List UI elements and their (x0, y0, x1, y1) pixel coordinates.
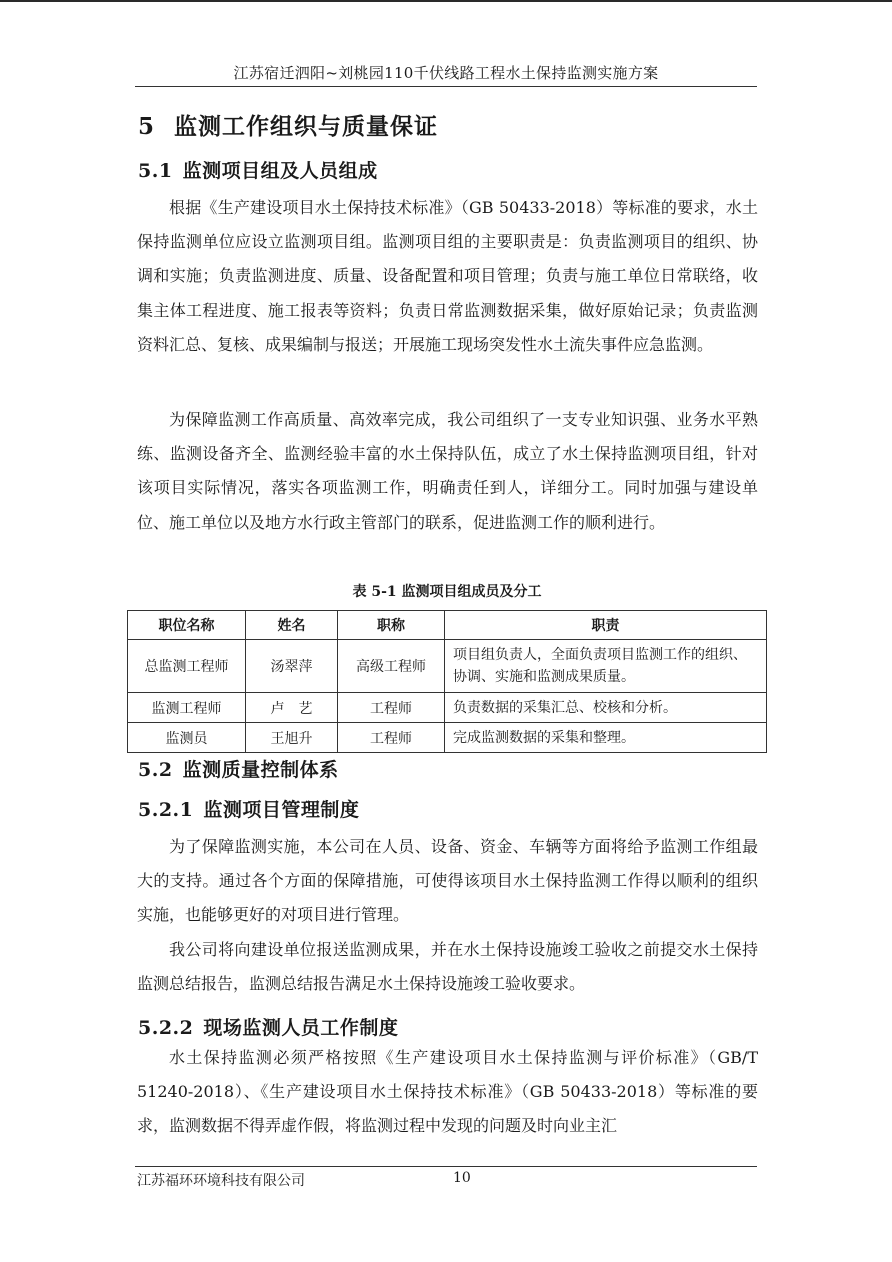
cell-duty: 项目组负责人，全面负责项目监测工作的组织、协调、实施和监测成果质量。 (445, 640, 767, 693)
section-5-1-heading (138, 156, 378, 183)
section-title: 监测工作组织与质量保证 (174, 113, 438, 140)
section-5-2-1-heading (138, 795, 359, 822)
table-row (128, 693, 767, 723)
column-header: 职责 (445, 611, 767, 640)
header-divider (135, 86, 757, 87)
section-title: 现场监测人员工作制度 (203, 1017, 399, 1039)
paragraph: 我公司将向建设单位报送监测成果，并在水土保持设施竣工验收之前提交水土保持监测总结报告，监测总结报告满足水土保持设施竣工验收要求。 (137, 940, 758, 994)
column-header: 职称 (338, 611, 445, 640)
section-title: 监测项目组及人员组成 (182, 160, 378, 182)
cell-name: 卢 艺 (246, 693, 338, 723)
cell-name: 汤翠萍 (246, 640, 338, 693)
section-number: 5.2 (138, 759, 173, 781)
cell-title: 高级工程师 (338, 640, 445, 693)
table-header-row (128, 611, 767, 640)
table-row (128, 723, 767, 753)
table-row (128, 640, 767, 693)
section-5-2-heading (138, 755, 339, 782)
cell-position: 监测工程师 (128, 693, 246, 723)
column-header: 姓名 (246, 611, 338, 640)
cell-position: 监测员 (128, 723, 246, 753)
section-5-heading (138, 108, 438, 141)
section-number: 5 (138, 113, 156, 140)
section-number: 5.1 (138, 160, 173, 182)
table-caption: 表 5-1 监测项目组成员及分工 (352, 584, 542, 600)
paragraph: 根据《生产建设项目水土保持技术标准》（GB 50433-2018）等标准的要求，水土保持监测单位应设立监测项目组。监测项目组的主要职责是：负责监测项目的组织、协调和实施；负责监测进度、质量、设备配置和项目管理；负责与施工单位日常联络，收集主体工程进度、施工报表等资料；负责日常监测数据采集，做好原始记录；负责监测资料汇总、复核、成果编制与报送；开展施工现场突发性水土流失事件应急监测。 (137, 198, 758, 354)
top-border (0, 0, 892, 2)
cell-duty: 负责数据的采集汇总、校核和分析。 (445, 693, 767, 723)
column-header: 职位名称 (128, 611, 246, 640)
section-number: 5.2.1 (138, 799, 194, 821)
cell-name: 王旭升 (246, 723, 338, 753)
page-header: 江苏宿迁泗阳~刘桃园110千伏线路工程水土保持监测实施方案 (233, 64, 659, 82)
cell-duty: 完成监测数据的采集和整理。 (445, 723, 767, 753)
staff-table (127, 610, 767, 753)
paragraph: 为了保障监测实施，本公司在人员、设备、资金、车辆等方面将给予监测工作组最大的支持。通过各个方面的保障措施，可使得该项目水土保持监测工作得以顺利的组织实施，也能够更好的对项目进行管理。 (137, 837, 758, 925)
section-number: 5.2.2 (138, 1017, 194, 1039)
cell-position: 总监测工程师 (128, 640, 246, 693)
cell-title: 工程师 (338, 723, 445, 753)
footer-company: 江苏福环环境科技有限公司 (137, 1173, 305, 1189)
section-title: 监测质量控制体系 (182, 759, 339, 781)
paragraph: 为保障监测工作高质量、高效率完成，我公司组织了一支专业知识强、业务水平熟练、监测设备齐全、监测经验丰富的水土保持队伍，成立了水土保持监测项目组，针对该项目实际情况，落实各项监测工作，明确责任到人，详细分工。同时加强与建设单位、施工单位以及地方水行政主管部门的联系，促进监测工作的顺利进行。 (137, 410, 758, 532)
section-title: 监测项目管理制度 (203, 799, 360, 821)
page-number: 10 (453, 1170, 471, 1186)
cell-title: 工程师 (338, 693, 445, 723)
paragraph: 水土保持监测必须严格按照《生产建设项目水土保持监测与评价标准》（GB/T 51240-2018）、《生产建设项目水土保持技术标准》（GB 50433-2018）等标准的要求，监测数据不得弄虚作假，将监测过程中发现的问题及时向业主汇 (137, 1048, 758, 1136)
section-5-2-2-heading (138, 1013, 398, 1040)
footer-divider (135, 1166, 757, 1167)
